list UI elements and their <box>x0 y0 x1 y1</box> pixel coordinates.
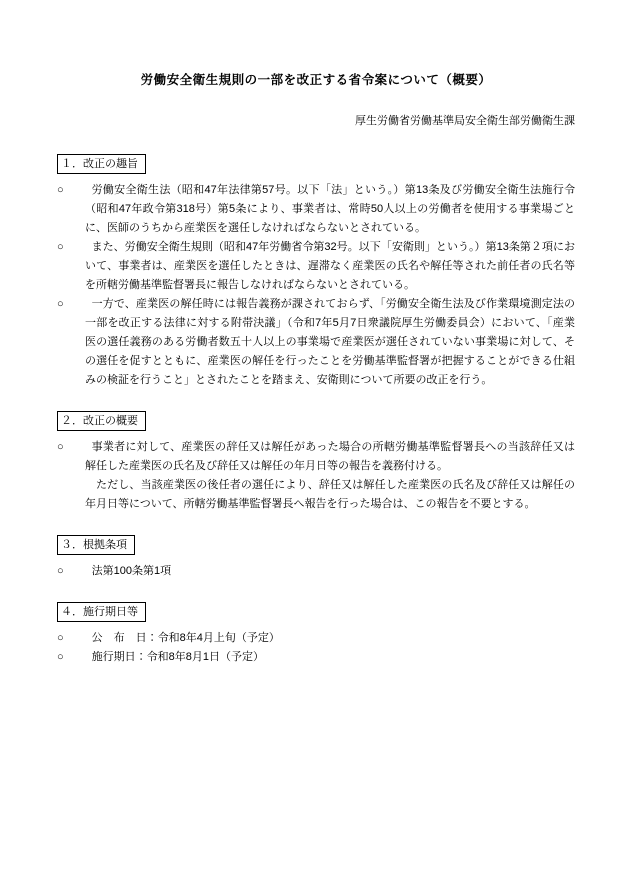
circle-bullet-icon: ○ <box>57 241 64 253</box>
section-heading-box <box>57 535 135 555</box>
circle-bullet-icon: ○ <box>57 184 64 196</box>
body-text: 一方で、産業医の解任時には報告義務が課されておらず、「労働安全衛生法及び作業環境測定法の一部を改正する法律に対する附帯決議」（令和7年5月7日衆議院厚生労働委員会）において、「産業医の選任義務のある労働者数五十人以上の事業場で産業医が選任されていない事業場に対して、その選任を促すとともに、産業医の解任を行ったことを労働基準監督署が把握することができる仕組みの検証を行うこと」とされたことを踏まえ、安衛則について所要の改正を行う。 <box>85 298 575 386</box>
section-overview <box>57 411 575 514</box>
section-legal-basis <box>57 535 575 581</box>
list-item-body <box>85 629 575 648</box>
list-item-body <box>85 648 575 667</box>
circle-bullet-icon: ○ <box>57 565 64 577</box>
circle-bullet-icon: ○ <box>57 651 64 663</box>
document-title: 労働安全衛生規則の一部を改正する省令案について（概要） <box>140 73 492 87</box>
section-effective-date <box>57 602 575 667</box>
circle-bullet-icon: ○ <box>57 441 64 453</box>
section-heading-text: １．改正の趣旨 <box>61 158 138 170</box>
list-item-body <box>85 181 575 238</box>
body-text: 事業者に対して、産業医の辞任又は解任があった場合の所轄労働基準監督署長への当該辞任又は解任した産業医の氏名及び辞任又は解任の年月日等の報告を義務付ける。 <box>85 441 575 472</box>
document-author: 厚生労働省労働基準局安全衛生部労働衛生課 <box>355 115 575 127</box>
list-item <box>57 629 575 648</box>
section-purpose <box>57 154 575 390</box>
body-text: ただし、当該産業医の後任者の選任により、辞任又は解任した産業医の氏名及び辞任又は解任の年月日等について、所轄労働基準監督署長へ報告を行った場合は、この報告を不要とする。 <box>85 479 575 510</box>
body-text: また、労働安全衛生規則（昭和47年労働省令第32号。以下「安衛則」という。）第13条第２項において、事業者は、産業医を選任したときは、遅滞なく産業医の氏名や解任等された前任者の氏名等を所轄労働基準監督署長に報告しなければならないとされている。 <box>85 241 575 291</box>
list-item <box>57 562 575 581</box>
list-item-body <box>85 438 575 514</box>
list-item <box>57 438 575 514</box>
body-text: 労働安全衛生法（昭和47年法律第57号。以下「法」という。）第13条及び労働安全衛生法施行令（昭和47年政令第318号）第5条により、事業者は、常時50人以上の労働者を使用する事業場ごとに、医師のうちから産業医を選任しなければならないとされている。 <box>85 184 575 234</box>
list-item <box>57 181 575 238</box>
body-text: 公 布 日：令和8年4月上旬（予定） <box>91 632 280 644</box>
list-item-body <box>85 238 575 295</box>
list-item <box>57 238 575 295</box>
body-text: 法第100条第1項 <box>91 565 172 577</box>
circle-bullet-icon: ○ <box>57 298 64 310</box>
list-item-body <box>85 562 575 581</box>
section-heading-text: ３．根拠条項 <box>61 539 127 551</box>
section-heading-text: ４．施行期日等 <box>61 606 138 618</box>
circle-bullet-icon: ○ <box>57 632 64 644</box>
list-item-body <box>85 295 575 390</box>
list-item <box>57 295 575 390</box>
section-heading-box <box>57 154 146 174</box>
list-item <box>57 648 575 667</box>
section-heading-box <box>57 411 146 431</box>
section-heading-box <box>57 602 146 622</box>
section-heading-text: ２．改正の概要 <box>61 415 138 427</box>
body-text: 施行期日：令和8年8月1日（予定） <box>91 651 264 663</box>
